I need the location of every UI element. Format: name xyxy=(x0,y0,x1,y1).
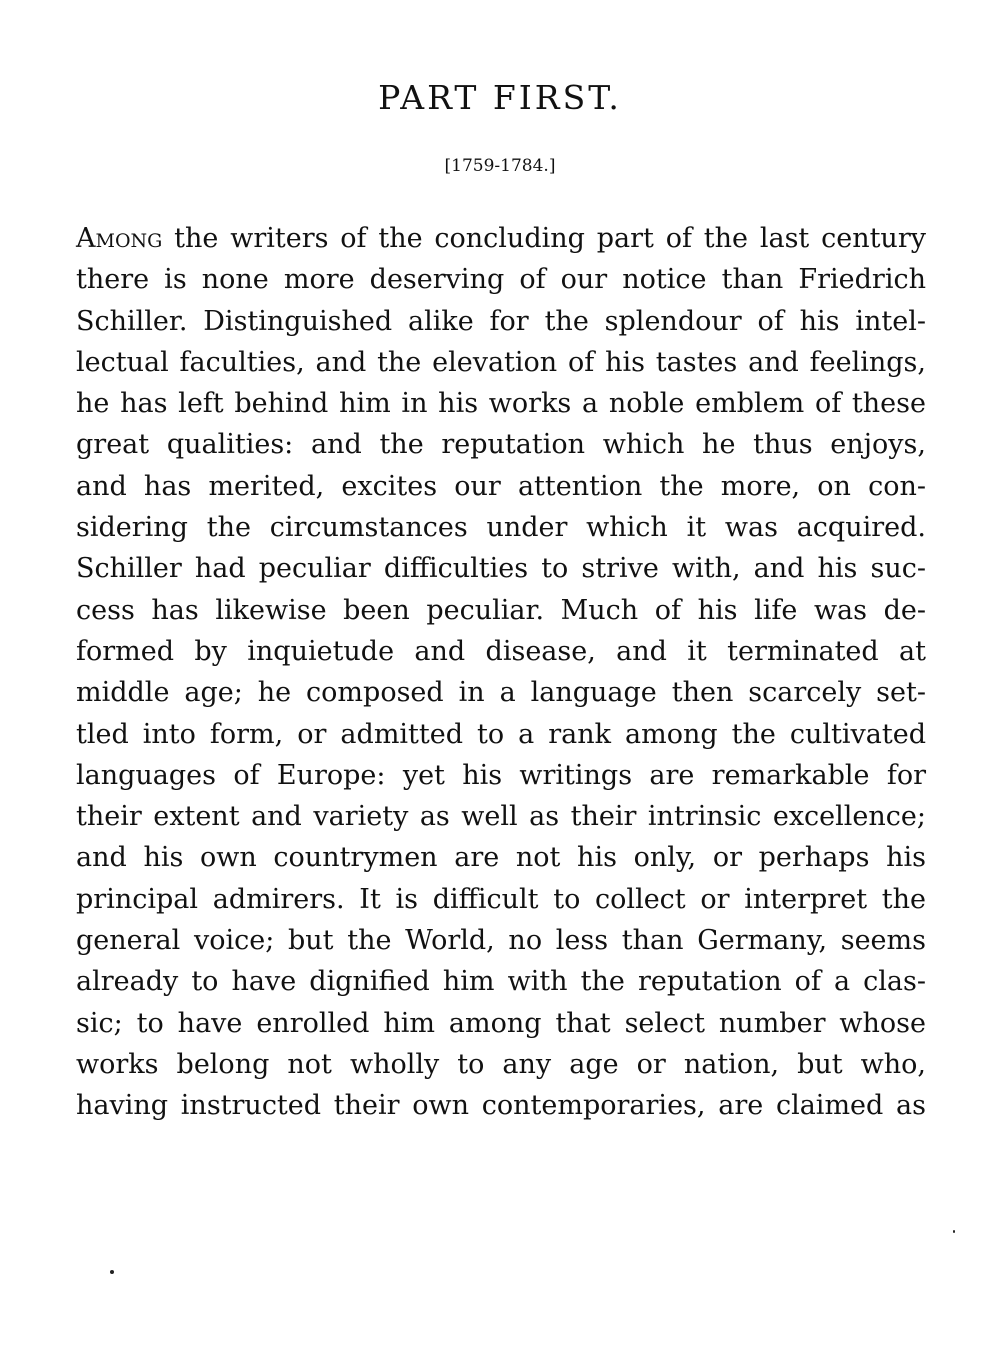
text-line xyxy=(76,218,926,259)
text-line: sic; to have enrolled him among that select number whose xyxy=(76,1007,926,1039)
text-line: principal admirers. It is difficult to collect or interpret the xyxy=(76,883,926,915)
text-line: there is none more deserving of our notice than Friedrich xyxy=(76,264,926,296)
text-line: works belong not wholly to any age or nation, but who, xyxy=(76,1048,926,1080)
date-range: [1759-1784.] xyxy=(444,156,556,176)
part-title: PART FIRST. xyxy=(378,78,622,117)
text-line: and his own countrymen are not his only, or perhaps his xyxy=(76,842,926,874)
text-line: middle age; he composed in a language then scarcely set- xyxy=(76,677,926,709)
text-line: their extent and variety as well as their intrinsic excellence; xyxy=(76,801,926,833)
opening-word: Among xyxy=(76,223,163,254)
text-line: general voice; but the World, no less than Germany, seems xyxy=(76,925,926,957)
text-line: Schiller had peculiar difficulties to strive with, and his suc- xyxy=(76,553,926,585)
text-line: sidering the circumstances under which it was acquired. xyxy=(76,512,926,544)
text-line: languages of Europe: yet his writings are remarkable for xyxy=(76,759,926,791)
text-line-content: the writers of the concluding part of the last century xyxy=(174,223,926,254)
text-line: he has left behind him in his works a noble emblem of these xyxy=(76,388,926,420)
text-line: Schiller. Distinguished alike for the splendour of his intel- xyxy=(76,305,926,337)
text-line: formed by inquietude and disease, and it terminated at xyxy=(76,635,926,667)
print-speck xyxy=(110,1270,114,1274)
text-line: already to have dignified him with the reputation of a clas- xyxy=(76,966,926,998)
print-speck xyxy=(953,1230,955,1233)
text-line: and has merited, excites our attention the more, on con- xyxy=(76,470,926,502)
text-line: great qualities: and the reputation which he thus enjoys, xyxy=(76,429,926,461)
text-line: cess has likewise been peculiar. Much of his life was de- xyxy=(76,594,926,626)
text-line: lectual faculties, and the elevation of his tastes and feelings, xyxy=(76,346,926,378)
text-line: having instructed their own contemporaries, are claimed as xyxy=(76,1090,926,1122)
body-paragraph xyxy=(76,218,926,1127)
text-line: tled into form, or admitted to a rank among the cultivated xyxy=(76,718,926,750)
